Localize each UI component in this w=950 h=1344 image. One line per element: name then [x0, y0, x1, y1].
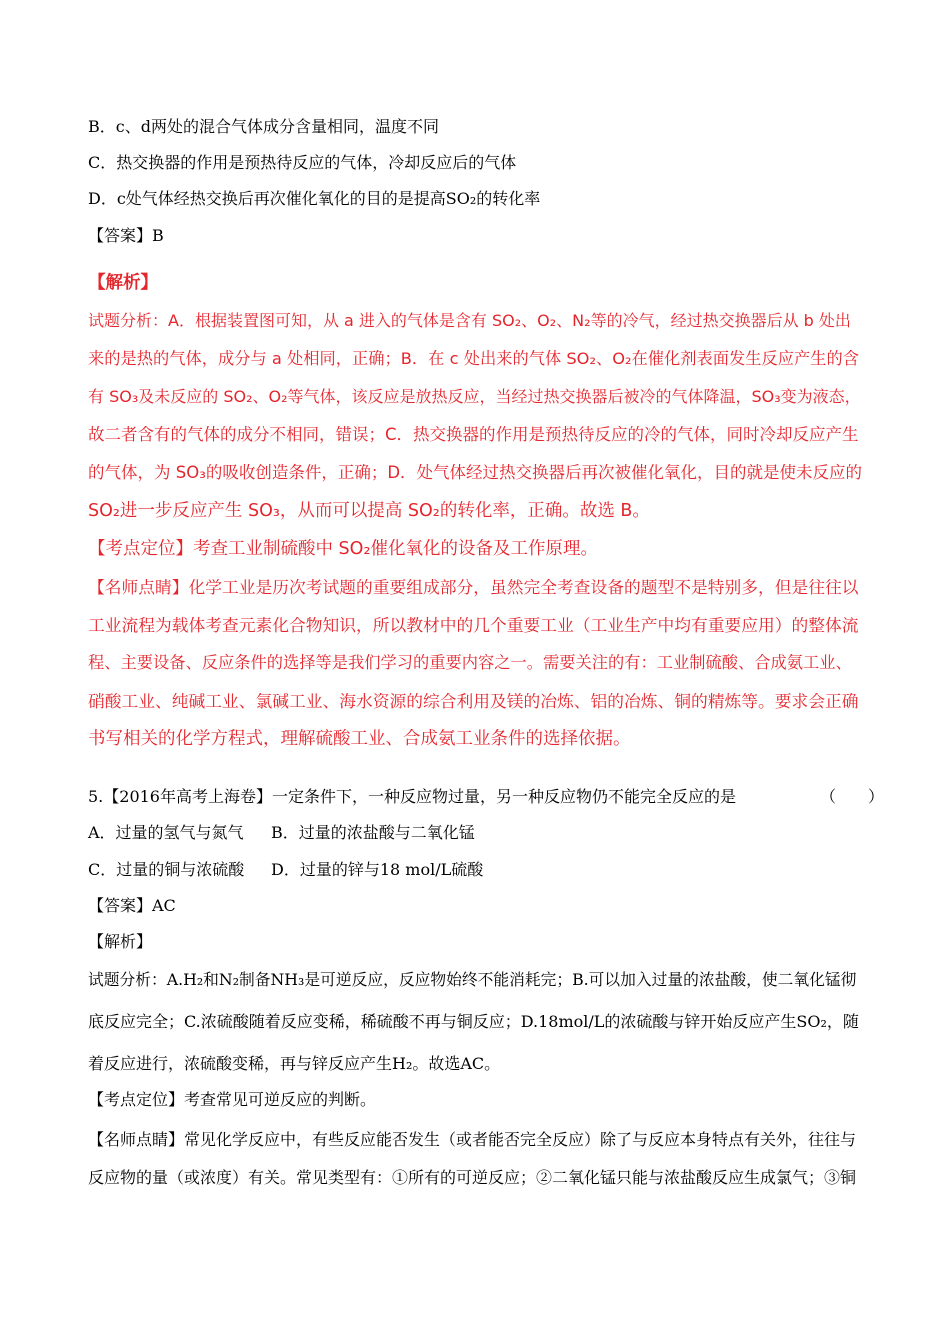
- q5-analysis-line: 着反应进行，浓硫酸变稀，再与锌反应产生H₂。故选AC。: [88, 1054, 501, 1073]
- q4-analysis-line: SO₂进一步反应产生 SO₃，从而可以提高 SO₂的转化率，正确。故选 B。: [88, 501, 650, 521]
- q4-analysis-header: 【解析】: [88, 273, 158, 293]
- q5-option-d: D．过量的锌与18 mol/L硫酸: [271, 860, 484, 879]
- q4-mingshi-line: 书写相关的化学方程式，理解硫酸工业、合成氨工业条件的选择依据。: [88, 729, 631, 749]
- q5-analysis-header: 【解析】: [88, 932, 153, 951]
- q4-mingshi-line: 工业流程为载体考查元素化合物知识，所以教材中的几个重要工业（工业生产中均有重要应用）的整体流: [88, 615, 859, 635]
- q5-mingshi-line: 【名师点睛】常见化学反应中，有些反应能否发生（或者能否完全反应）除了与反应本身特点有关外，往往与: [88, 1130, 857, 1149]
- q4-option-b: B．c、d两处的混合气体成分含量相同，温度不同: [88, 117, 439, 136]
- q5-answer: 【答案】AC: [88, 896, 176, 915]
- q4-mingshi-line: 【名师点睛】化学工业是历次考试题的重要组成部分，虽然完全考查设备的题型不是特别多，但是往往以: [88, 577, 859, 597]
- q4-analysis-line: 试题分析：A．根据装置图可知，从 a 进入的气体是含有 SO₂、O₂、N₂等的冷气，经过热交换器后从 b 处出: [88, 311, 851, 330]
- q4-answer: 【答案】B: [88, 226, 164, 245]
- q5-analysis-line: 底反应完全；C.浓硫酸随着反应变稀，稀硫酸不再与铜反应；D.18mol/L的浓硫酸与锌开始反应产生SO₂，随: [88, 1012, 859, 1031]
- q4-analysis-line: 有 SO₃及未反应的 SO₂、O₂等气体，该反应是放热反应，当经过热交换器后被冷的气体降温，SO₃变为液态，: [88, 387, 861, 406]
- q4-option-d: D．c处气体经热交换后再次催化氧化的目的是提高SO₂的转化率: [88, 189, 541, 208]
- q5-option-b: B．过量的浓盐酸与二氧化锰: [271, 823, 475, 842]
- q5-option-c: C．过量的铜与浓硫酸: [88, 860, 245, 879]
- q4-analysis-line: 来的是热的气体，成分与 a 处相同，正确；B．在 c 处出来的气体 SO₂、O₂在催化剂表面发生反应产生的含: [88, 349, 860, 368]
- q5-stem: 5.【2016年高考上海卷】一定条件下，一种反应物过量，另一种反应物仍不能完全反应的是: [88, 787, 736, 806]
- q4-option-c: C．热交换器的作用是预热待反应的气体，冷却反应后的气体: [88, 153, 517, 172]
- q4-mingshi-line: 程、主要设备、反应条件的选择等是我们学习的重要内容之一。需要关注的有：工业制硫酸、合成氨工业、: [88, 653, 852, 672]
- q4-mingshi-line: 硝酸工业、纯碱工业、氯碱工业、海水资源的综合利用及镁的冶炼、铝的冶炼、铜的精炼等。要求会正确: [88, 691, 859, 711]
- q4-analysis-line: 的气体，为 SO₃的吸收创造条件，正确；D．处气体经过热交换器后再次被催化氧化，目的就是使未反应的: [88, 463, 863, 482]
- q5-analysis-line: 试题分析：A.H₂和N₂制备NH₃是可逆反应，反应物始终不能消耗完；B.可以加入过量的浓盐酸，使二氧化锰彻: [88, 970, 857, 989]
- q5-kaodian: 【考点定位】考查常见可逆反应的判断。: [88, 1090, 377, 1109]
- q4-kaodian: 【考点定位】考查工业制硫酸中 SO₂催化氧化的设备及工作原理。: [88, 539, 598, 559]
- q5-answer-blank: （ ）: [820, 787, 885, 806]
- q5-mingshi-line: 反应物的量（或浓度）有关。常见类型有：①所有的可逆反应；②二氧化锰只能与浓盐酸反应生成氯气；③铜: [88, 1168, 857, 1187]
- q4-analysis-line: 故二者含有的气体的成分不相同，错误；C．热交换器的作用是预热待反应的冷的气体，同时冷却反应产生: [88, 425, 859, 444]
- q5-option-a: A．过量的氢气与氮气: [88, 823, 244, 842]
